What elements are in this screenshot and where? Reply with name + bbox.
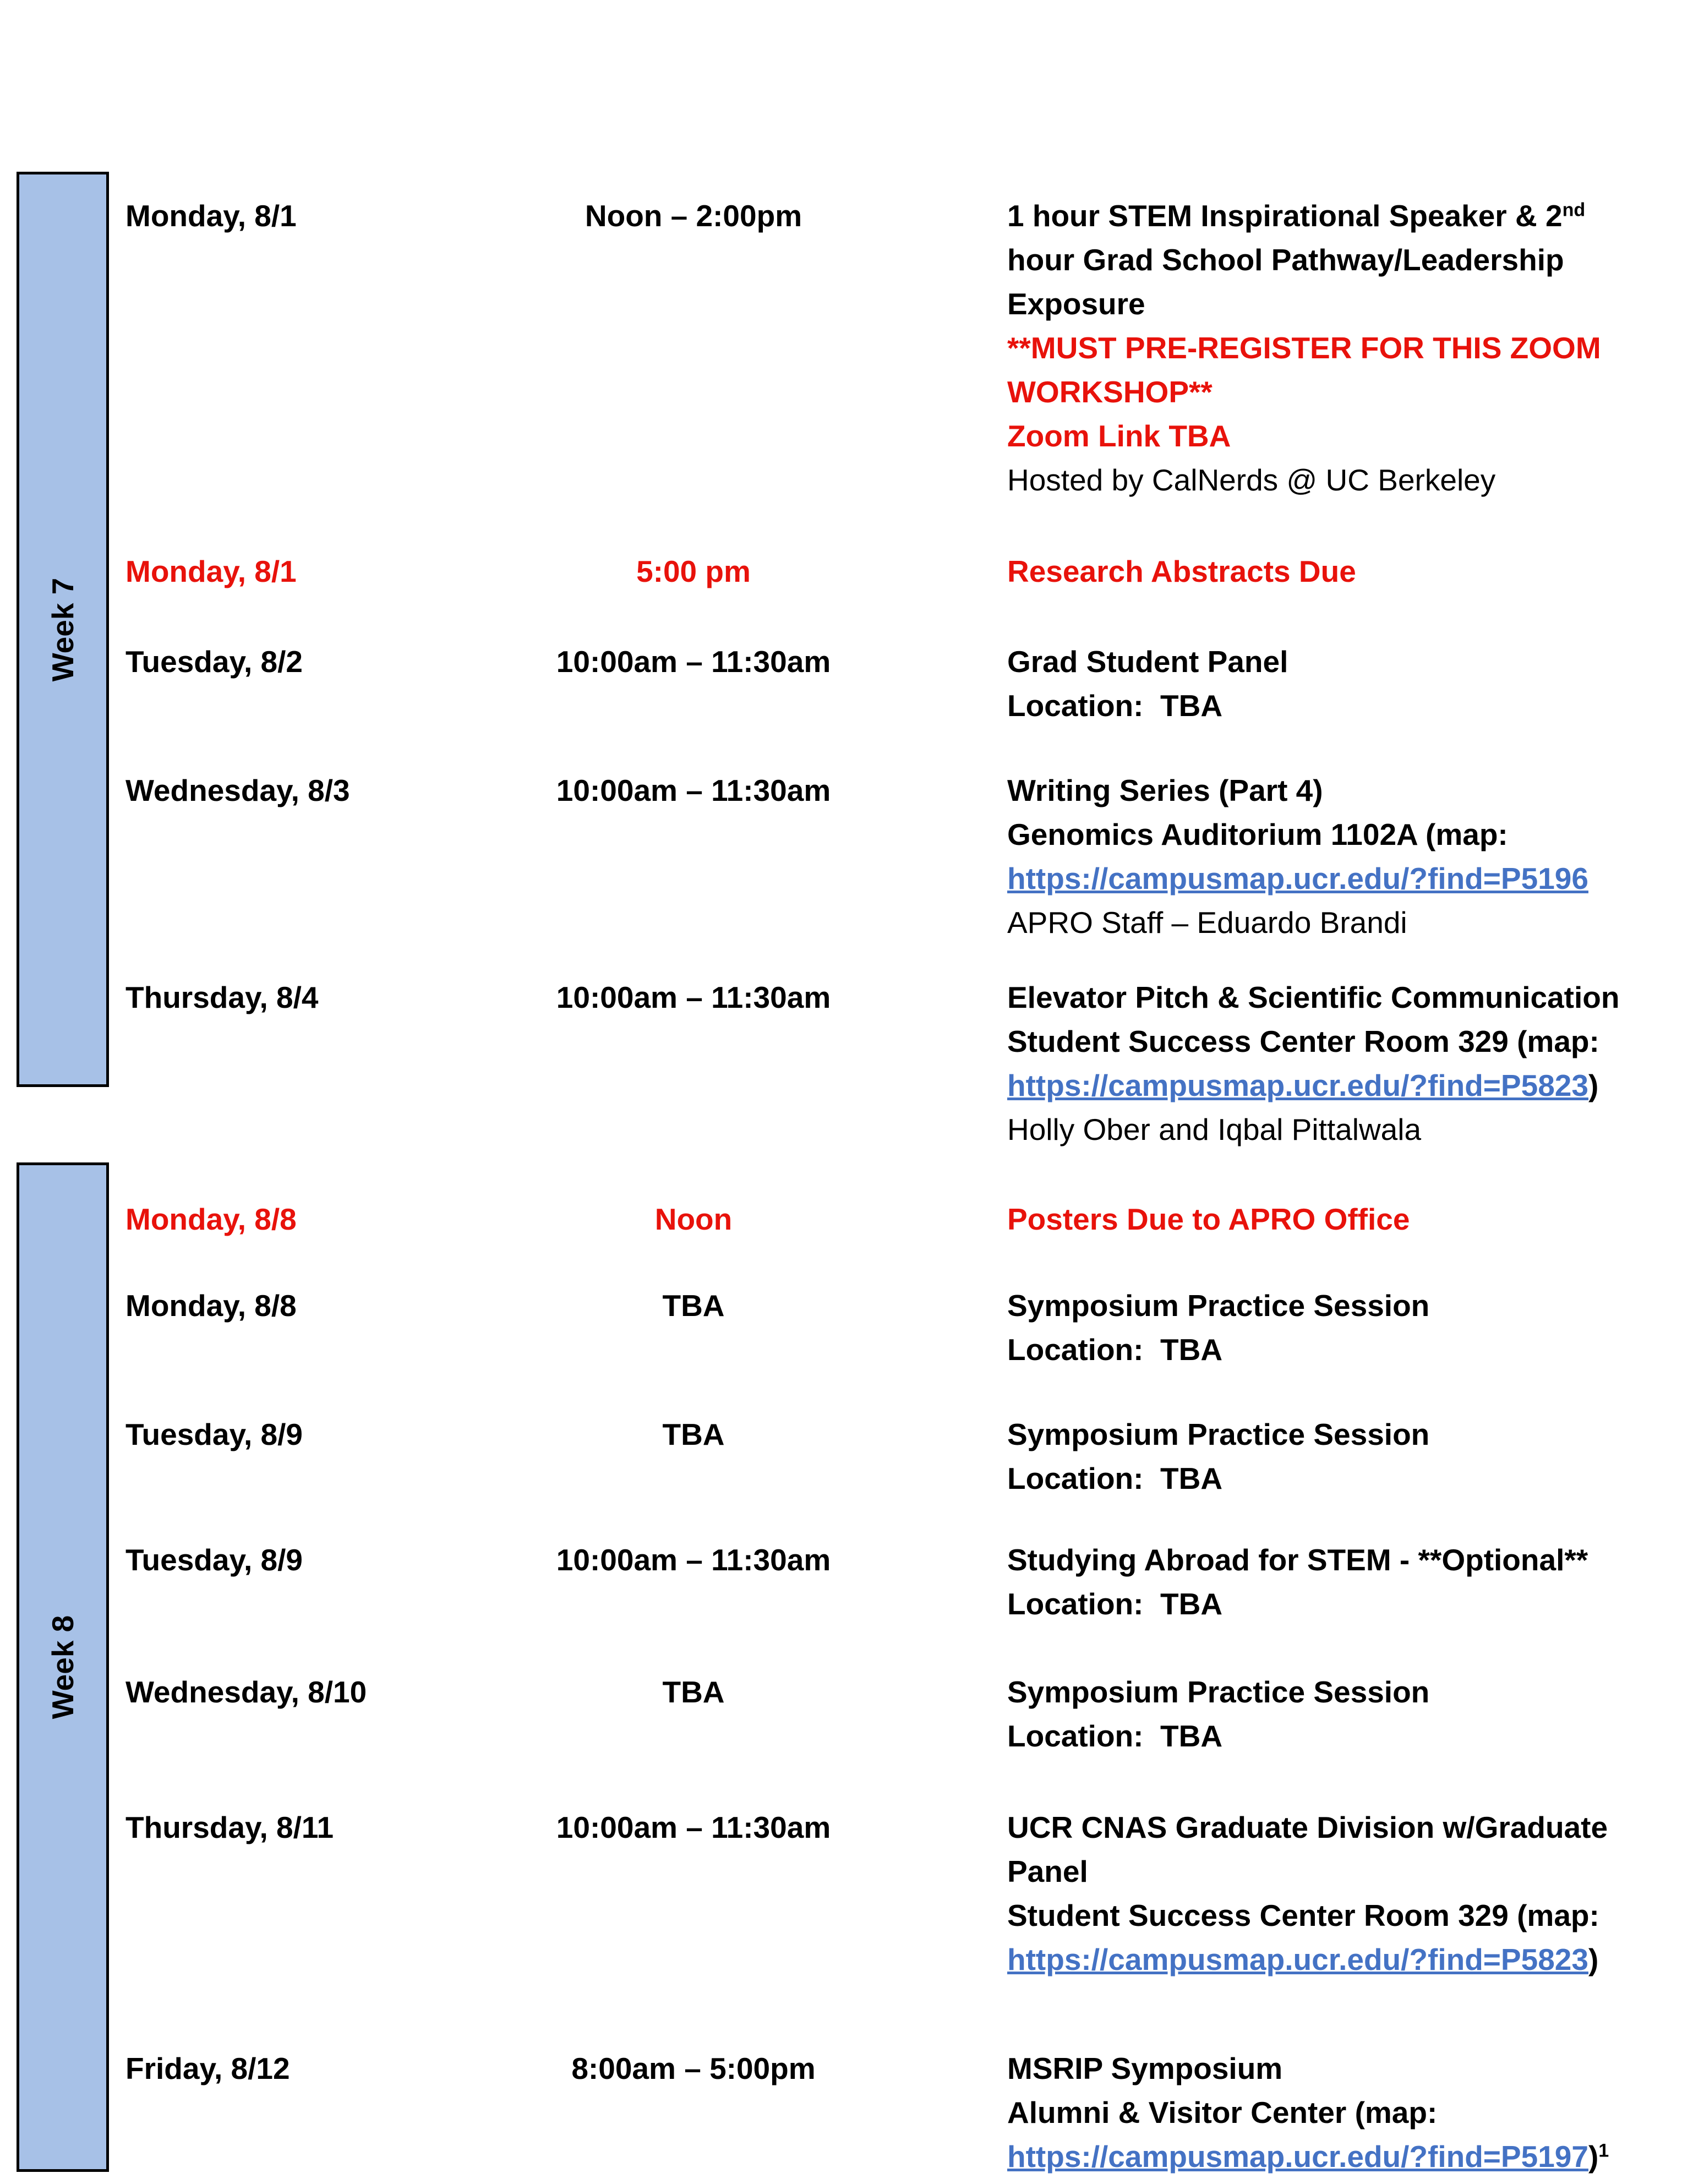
desc-line-warning: **MUST PRE-REGISTER FOR THIS ZOOM: [1007, 331, 1601, 365]
event-time: 10:00am – 11:30am: [556, 645, 831, 679]
desc-line: MSRIP Symposium: [1007, 2051, 1283, 2085]
event-time: 10:00am – 11:30am: [556, 980, 831, 1014]
desc-line: [1007, 2134, 1609, 2178]
desc-line: Symposium Practice Session: [1007, 1675, 1430, 1709]
desc-line-deadline: Posters Due to APRO Office: [1007, 1202, 1410, 1236]
event-description: [1007, 1412, 1429, 1500]
event-time: TBA: [662, 1675, 725, 1709]
desc-line-staff: Holly Ober and Iqbal Pittalwala: [1007, 1112, 1422, 1146]
desc-line: Student Success Center Room 329 (map:: [1007, 1898, 1599, 1932]
desc-line: [1007, 856, 1588, 900]
event-time: 8:00am – 5:00pm: [571, 2051, 816, 2085]
event-day: Tuesday, 8/2: [125, 645, 303, 679]
footnote-marker: 1: [1598, 2140, 1609, 2161]
close-paren: ): [1588, 1942, 1599, 1976]
desc-line: Exposure: [1007, 287, 1145, 321]
event-day: Friday, 8/12: [125, 2051, 290, 2085]
event-time: TBA: [662, 1288, 725, 1323]
event-day: Tuesday, 8/9: [125, 1417, 303, 1451]
desc-line-warning: WORKSHOP**: [1007, 375, 1213, 409]
desc-line: Location: TBA: [1007, 1719, 1223, 1753]
desc-line-staff: APRO Staff – Eduardo Brandi: [1007, 905, 1407, 940]
event-description: [1007, 1670, 1429, 1758]
campus-map-link[interactable]: https://campusmap.ucr.edu/?find=P5197: [1007, 2139, 1588, 2174]
desc-line: Symposium Practice Session: [1007, 1417, 1430, 1451]
event-time: 10:00am – 11:30am: [556, 1810, 831, 1844]
week7-bar: [17, 172, 109, 1087]
desc-line: UCR CNAS Graduate Division w/Graduate: [1007, 1810, 1608, 1844]
desc-line: [1007, 1063, 1619, 1107]
campus-map-link[interactable]: https://campusmap.ucr.edu/?find=P5196: [1007, 861, 1588, 896]
event-day: Monday, 8/8: [125, 1202, 297, 1236]
event-description: [1007, 549, 1356, 593]
desc-line: Location: TBA: [1007, 689, 1223, 723]
close-paren: ): [1588, 2139, 1599, 2174]
desc-line: Panel: [1007, 1854, 1088, 1888]
event-description: [1007, 1284, 1429, 1372]
event-description: [1007, 768, 1588, 944]
event-day: Monday, 8/8: [125, 1288, 297, 1323]
event-time: Noon – 2:00pm: [585, 199, 802, 233]
event-time: TBA: [662, 1417, 725, 1451]
event-time: 10:00am – 11:30am: [556, 773, 831, 807]
desc-line: Alumni & Visitor Center (map:: [1007, 2095, 1438, 2130]
event-description: [1007, 640, 1288, 728]
week8-label: Week 8: [46, 1615, 80, 1719]
desc-line: hour Grad School Pathway/Leadership: [1007, 243, 1564, 277]
event-day: Thursday, 8/4: [125, 980, 319, 1014]
campus-map-link[interactable]: https://campusmap.ucr.edu/?find=P5823: [1007, 1068, 1588, 1102]
superscript-ordinal: nd: [1562, 199, 1586, 221]
desc-line-host: Hosted by CalNerds @ UC Berkeley: [1007, 463, 1496, 497]
event-day: Monday, 8/1: [125, 199, 297, 233]
desc-line: Grad Student Panel: [1007, 645, 1288, 679]
event-description: [1007, 2046, 1609, 2178]
event-time: 10:00am – 11:30am: [556, 1543, 831, 1577]
event-description: [1007, 194, 1601, 502]
desc-line: [1007, 194, 1601, 238]
desc-line: Location: TBA: [1007, 1587, 1223, 1621]
desc-line: Location: TBA: [1007, 1461, 1223, 1495]
event-time: 5:00 pm: [636, 554, 751, 588]
desc-line-deadline: Research Abstracts Due: [1007, 554, 1356, 588]
desc-text: 1 hour STEM Inspirational Speaker & 2: [1007, 199, 1563, 233]
event-time: Noon: [654, 1202, 733, 1236]
desc-line: Student Success Center Room 329 (map:: [1007, 1024, 1599, 1058]
week8-bar: [17, 1162, 109, 2172]
event-description: [1007, 1538, 1588, 1626]
desc-line: Studying Abroad for STEM - **Optional**: [1007, 1543, 1588, 1577]
desc-line-warning: Zoom Link TBA: [1007, 419, 1231, 453]
desc-line: Symposium Practice Session: [1007, 1288, 1430, 1323]
event-day: Monday, 8/1: [125, 554, 297, 588]
event-description: [1007, 975, 1619, 1151]
event-description: [1007, 1197, 1410, 1241]
event-day: Wednesday, 8/3: [125, 773, 350, 807]
close-paren: ): [1588, 1068, 1599, 1102]
desc-line: [1007, 1937, 1608, 1981]
week7-label: Week 7: [46, 577, 80, 681]
campus-map-link[interactable]: https://campusmap.ucr.edu/?find=P5823: [1007, 1942, 1588, 1976]
event-day: Wednesday, 8/10: [125, 1675, 367, 1709]
desc-line: Location: TBA: [1007, 1333, 1223, 1367]
event-day: Thursday, 8/11: [125, 1810, 334, 1844]
event-description: [1007, 1805, 1608, 1981]
event-day: Tuesday, 8/9: [125, 1543, 303, 1577]
desc-line: Genomics Auditorium 1102A (map:: [1007, 817, 1508, 851]
desc-line: Elevator Pitch & Scientific Communication: [1007, 980, 1620, 1014]
desc-line: Writing Series (Part 4): [1007, 773, 1323, 807]
